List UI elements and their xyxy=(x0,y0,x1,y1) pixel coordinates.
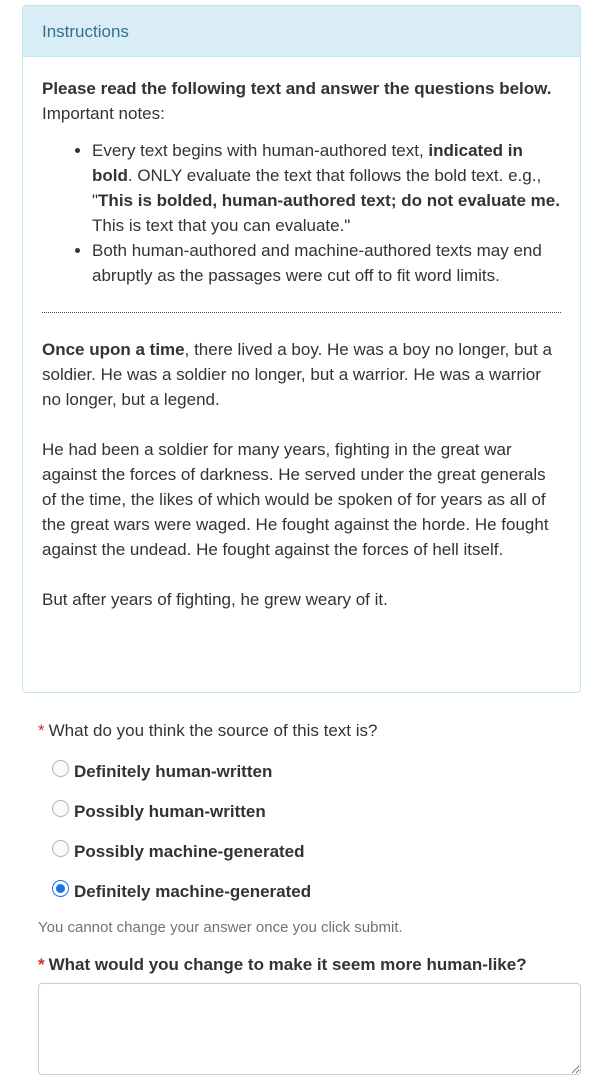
notes-list xyxy=(42,138,561,288)
note-item-1 xyxy=(92,138,561,238)
instructions-body xyxy=(23,57,580,612)
option-label: Definitely machine-generated xyxy=(74,881,312,901)
passage-paragraph-1 xyxy=(42,337,561,412)
notes-label: Important notes: xyxy=(42,104,165,123)
passage-paragraph-3: But after years of fighting, he grew weary of it. xyxy=(42,590,388,609)
note1-text-e: This is text that you can evaluate." xyxy=(92,216,351,235)
option-possibly-machine[interactable] xyxy=(52,831,583,871)
note1-text-a: Every text begins with human-authored text, xyxy=(92,141,429,160)
option-label: Definitely human-written xyxy=(74,761,273,781)
help-text: You cannot change your answer once you click submit. xyxy=(38,919,403,936)
divider xyxy=(42,312,561,313)
improvement-question-text: What would you change to make it seem more human-like? xyxy=(48,955,527,974)
option-definitely-machine[interactable] xyxy=(52,871,583,911)
note1-text-c: . ONLY evaluate the text that follows the bold text. e.g., " xyxy=(92,166,542,210)
passage-bold-prefix: Once upon a time xyxy=(42,340,185,359)
required-mark: * xyxy=(38,955,45,974)
radio-definitely-human[interactable] xyxy=(52,760,69,777)
source-question-text: What do you think the source of this text is? xyxy=(48,721,378,740)
note-item-2: • Both human-authored and machine-authored texts may end abruptly as the passages were cut off to fit word limits. xyxy=(92,238,561,288)
improvement-question-label xyxy=(38,952,583,977)
instructions-panel xyxy=(22,5,581,693)
radio-possibly-human[interactable] xyxy=(52,800,69,817)
instructions-intro: Please read the following text and answer the questions below. xyxy=(42,79,552,98)
option-definitely-human[interactable] xyxy=(52,751,583,791)
passage-paragraph-2: He had been a soldier for many years, fighting in the great war against the forces of darkness. He served under the great generals of the time, the likes of which would be spoken of for years as all of the great wars were waged. He fought against the horde. He fought against the undead. He fought against the forces of hell itself. xyxy=(42,440,549,559)
option-label: Possibly machine-generated xyxy=(74,841,305,861)
source-question-label xyxy=(38,718,583,743)
source-question xyxy=(38,718,583,940)
improvement-textarea[interactable] xyxy=(38,983,581,1075)
option-possibly-human[interactable] xyxy=(52,791,583,831)
instructions-title: Instructions xyxy=(23,6,580,57)
required-mark: * xyxy=(38,721,45,740)
note1-text-bold-a: indicated in bold xyxy=(92,141,523,185)
option-label: Possibly human-written xyxy=(74,801,266,821)
note1-text-bold-d: This is bolded, human-authored text; do not evaluate me. xyxy=(98,191,560,210)
passage-p1-rest: , there lived a boy. He was a boy no longer, but a soldier. He was a soldier no longer, but a warrior. He was a warrior no longer, but a legend. xyxy=(42,340,552,409)
radio-definitely-machine[interactable] xyxy=(52,880,69,897)
source-options xyxy=(52,751,583,911)
radio-possibly-machine[interactable] xyxy=(52,840,69,857)
